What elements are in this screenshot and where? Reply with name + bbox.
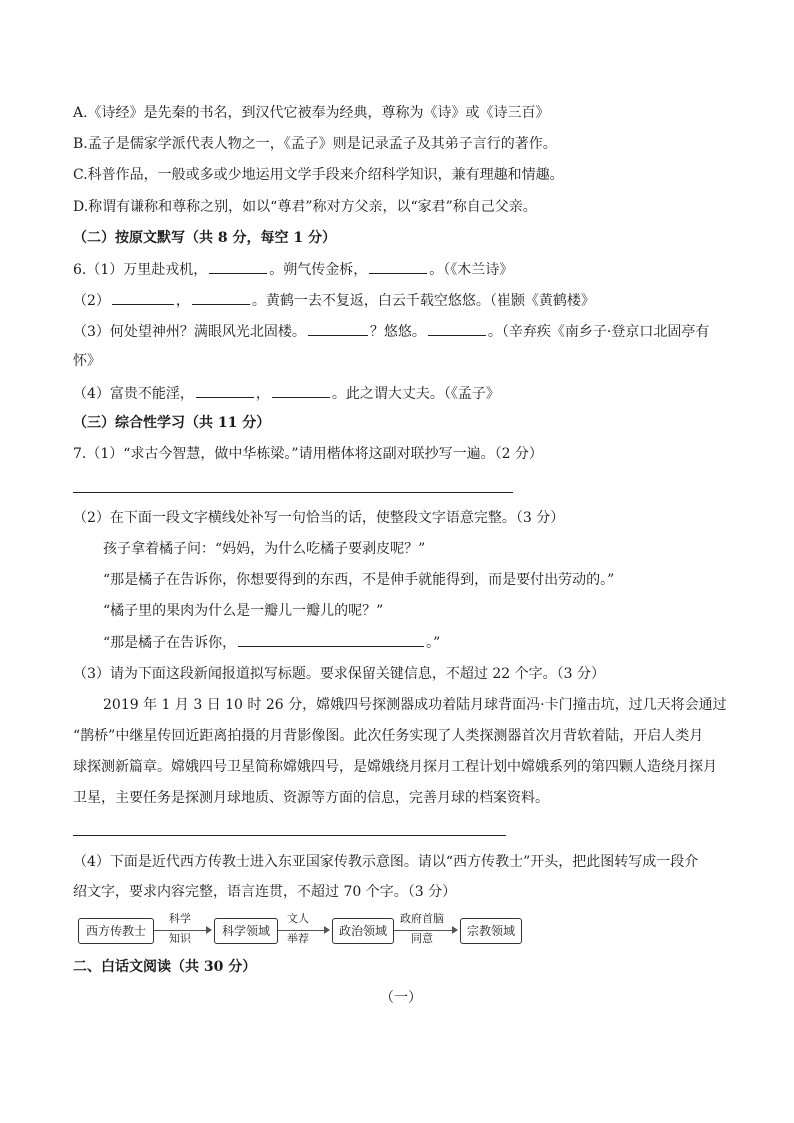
option-d: D.称谓有谦称和尊称之别，如以“尊君”称对方父亲，以“家君”称自己父亲。 (73, 199, 537, 215)
diagram-node: 科学领域 (214, 918, 278, 944)
news-line: 2019 年 1 月 3 日 10 时 26 分，嫦娥四号探测器成功着陆月球背面冯·卡门撞击坑，过几天将会通过 (103, 697, 727, 713)
dialogue-line: “橘子里的果肉为什么是一瓣儿一瓣儿的呢？” (103, 603, 384, 619)
dialogue-line: 孩子拿着橘子问：“妈妈，为什么吃橘子要剥皮呢？” (103, 541, 426, 557)
answer-blank[interactable] (428, 321, 486, 336)
news-line: 球探测新篇章。嫦娥四号卫星简称嫦娥四号，是嫦娥绕月探月工程计划中嫦娥系列的第四颗人造绕月探月 (73, 759, 717, 775)
q6-text: 。（辛弃疾《南乡子·登京口北固亭有 (487, 324, 710, 340)
arrow-head-icon (452, 926, 458, 934)
diagram-edge-label: 举荐 (287, 932, 309, 945)
q6-text: 。（《木兰诗》 (429, 262, 514, 278)
diagram-node: 宗教领域 (460, 918, 522, 944)
q6-text: 。朔气传金柝， (269, 262, 368, 278)
answer-blank[interactable] (238, 632, 424, 647)
missionary-flow-diagram (78, 914, 528, 948)
section-heading-comprehensive: （三）综合性学习（共 11 分） (73, 415, 271, 431)
diagram-edge-label: 政府首脑 (400, 912, 444, 925)
dialogue-text: “那是橘子在告诉你， (103, 635, 237, 651)
sub-heading: （一） (380, 990, 422, 1006)
diagram-edge-label: 科学 (169, 912, 191, 925)
q7-part-2: （2）在下面一段文字横线处补写一句恰当的话，使整段文字语意完整。（3 分） (73, 510, 565, 526)
answer-blank[interactable] (308, 321, 368, 336)
q6-text: ， (175, 293, 190, 309)
q7-part-4-cont: 绍文字，要求内容完整，语言连贯，不超过 70 个字。（3 分） (73, 884, 457, 900)
answer-blank[interactable] (196, 383, 254, 398)
q7-part-3: （3）请为下面这段新闻报道拟写标题。要求保留关键信息，不超过 22 个字。（3 分） (73, 666, 605, 682)
q6-text: ？悠悠。 (369, 324, 426, 340)
q7-part-4: （4）下面是近代西方传教士进入东亚国家传教示意图。请以“西方传教士”开头，把此图转写成一段介 (73, 854, 699, 870)
answer-line[interactable] (73, 835, 506, 836)
news-line: “鹊桥”中继星传回近距离拍摄的月背影像图。此次任务实现了人类探测器首次月背软着陆，开启人类月 (73, 728, 704, 744)
q7-part-1: 7.（1）“求古今智慧，做中华栋梁。”请用楷体将这副对联抄写一遍。（2 分） (73, 446, 543, 462)
q6-text: 。此之谓大丈夫。（《孟子》 (331, 386, 500, 402)
option-b: B.孟子是儒家学派代表人物之一，《孟子》则是记录孟子及其弟子言行的著作。 (73, 136, 557, 152)
option-c: C.科普作品，一般或多或少地运用文学手段来介绍科学知识，兼有理趣和情趣。 (73, 167, 564, 183)
dialogue-line (103, 632, 440, 653)
diagram-edge-label: 文人 (287, 912, 309, 925)
answer-line[interactable] (73, 492, 513, 493)
arrow-head-icon (324, 926, 330, 934)
option-a: A.《诗经》是先秦的书名，到汉代它被奉为经典，尊称为《诗》或《诗三百》 (73, 105, 550, 121)
diagram-node: 政治领域 (332, 918, 394, 944)
q6-text: （3）何处望神州？满眼风光北固楼。 (73, 324, 306, 340)
diagram-node: 西方传教士 (78, 918, 154, 944)
q6-line-3 (73, 321, 709, 342)
arrow-head-icon (206, 926, 212, 934)
arrow-line (154, 930, 206, 931)
answer-blank[interactable] (112, 290, 174, 305)
answer-blank[interactable] (272, 383, 330, 398)
q6-line-3-cont: 怀》 (73, 353, 101, 369)
diagram-edge-label: 知识 (169, 932, 191, 945)
dialogue-line: “那是橘子在告诉你，你想要得到的东西，不是伸手就能得到，而是要付出劳动的。” (103, 572, 615, 588)
answer-blank[interactable] (192, 290, 250, 305)
answer-blank[interactable] (369, 259, 427, 274)
q6-line-4 (73, 383, 500, 404)
part-heading: 二、白话文阅读（共 30 分） (73, 959, 257, 975)
q6-text: （4）富贵不能淫， (73, 386, 194, 402)
arrow-line (394, 930, 452, 931)
answer-blank[interactable] (209, 259, 267, 274)
q6-line-1 (73, 259, 513, 280)
arrow-line (278, 930, 324, 931)
q6-text: ， (255, 386, 270, 402)
q6-text: （2） (73, 293, 110, 309)
q6-text: 6.（1）万里赴戎机， (73, 262, 208, 278)
news-line: 卫星，主要任务是探测月球地质、资源等方面的信息，完善月球的档案资料。 (73, 790, 549, 806)
q6-line-2 (73, 290, 595, 311)
diagram-edge-label: 同意 (411, 932, 433, 945)
q6-text: 。黄鹤一去不复返，白云千载空悠悠。（崔颢《黄鹤楼》 (251, 293, 595, 309)
section-heading-recitation: （二）按原文默写（共 8 分，每空 1 分） (73, 230, 336, 246)
dialogue-text: 。” (426, 635, 441, 651)
